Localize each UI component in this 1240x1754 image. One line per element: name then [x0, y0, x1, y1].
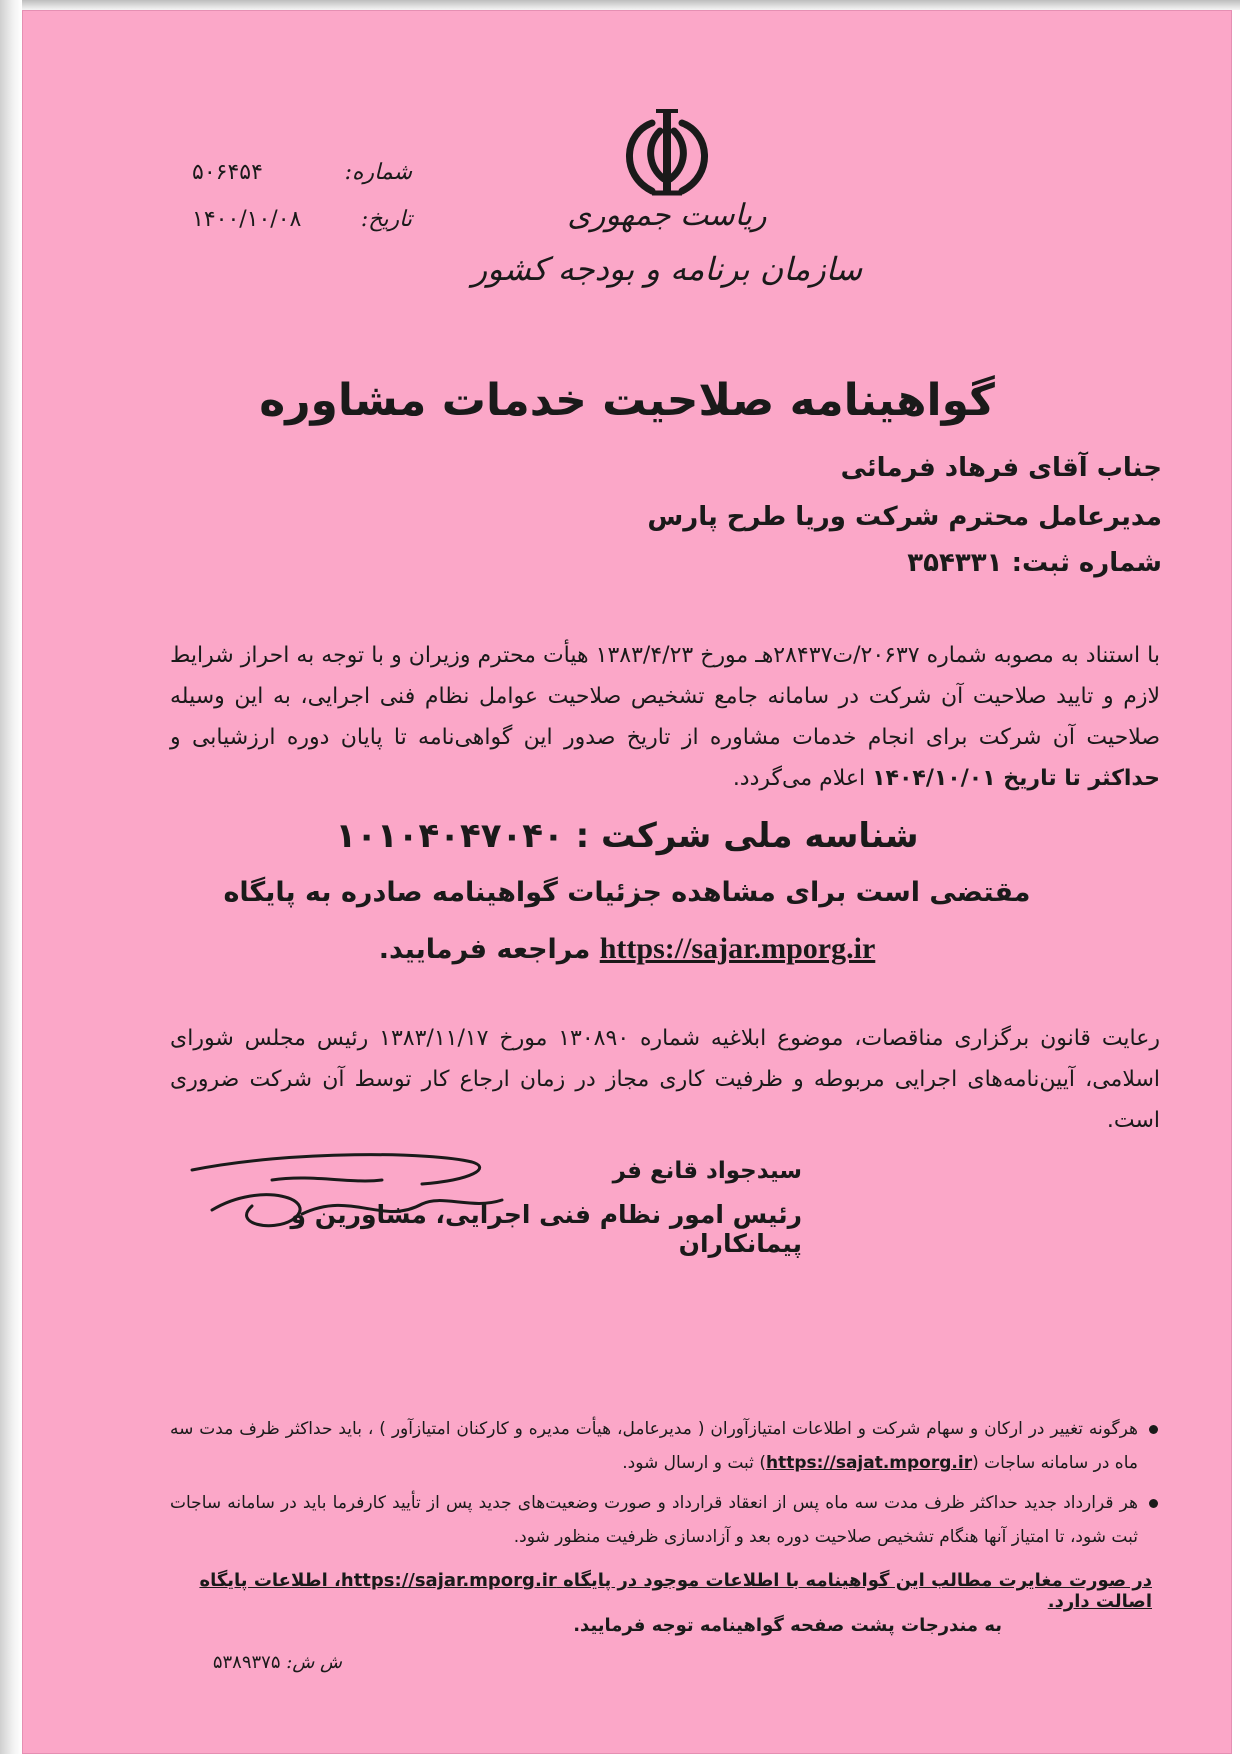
serial-number — [162, 1652, 342, 1673]
back-page-notice: به مندرجات پشت صفحه گواهینامه توجه فرمایید. — [573, 1615, 1002, 1636]
certificate-page — [22, 10, 1232, 1754]
iran-emblem-icon — [612, 105, 722, 205]
letter-number-value: ۵۰۶۴۵۴ — [192, 160, 263, 185]
scan-left-edge — [0, 0, 22, 1754]
registration-number: شماره ثبت: ۳۵۴۳۳۱ — [907, 548, 1162, 578]
portal-notice-end: مراجعه فرمایید. — [378, 934, 591, 965]
org-presidency: ریاست جمهوری — [567, 198, 767, 233]
portal-notice-line1: مقتضی است برای مشاهده جزئیات گواهینامه صادره به پایگاه — [223, 877, 1031, 908]
list-item: هر قرارداد جدید حداکثر ظرف مدت سه ماه پس از انعقاد قرارداد و صورت وضعیت‌های جدید پس از تأیید کارفرما باید در سامانه ساجات ثبت شود، تا امتیاز آنها هنگام تشخیص صلاحیت دوره بعد و آزادسازی ظرفیت منظور شود. — [170, 1486, 1160, 1554]
serial-label: ش ش: — [286, 1652, 342, 1673]
recipient-name: جناب آقای فرهاد فرمائی — [840, 453, 1162, 483]
letter-date — [192, 207, 412, 243]
letter-number — [192, 160, 412, 196]
sajar-portal-link[interactable]: https://sajar.mporg.ir — [599, 932, 876, 965]
portal-notice-line2 — [102, 932, 1152, 966]
body-main-text: با استناد به مصوبه شماره ۲۰۶۳۷/ت۲۸۴۳۷هـ مورخ ۱۳۸۳/۴/۲۳ هیأت محترم وزیران و با توجه به احراز شرایط لازم و تایید صلاحیت آن شرکت در سامانه جامع تشخیص صلاحیت عوامل نظام فنی اجرایی، به این وسیله صلاحیت آن شرکت برای انجام خدمات مشاوره از تاریخ صدور این گواهی‌نامه تا پایان دوره ارزشیابی و — [170, 643, 1160, 750]
bullet-icon — [1149, 1499, 1158, 1508]
scan-top-edge — [0, 0, 1240, 10]
notes-list — [170, 1412, 1160, 1554]
compliance-text: رعایت قانون برگزاری مناقصات، موضوع ابلاغیه شماره ۱۳۰۸۹۰ مورخ ۱۳۸۳/۱۱/۱۷ رئیس مجلس شورای اسلامی، آیین‌نامه‌های اجرایی مربوطه و ظرفیت کاری مجاز در زمان ارجاع کار توسط آن شرکت ضروری است. — [170, 1026, 1161, 1133]
signer-name: سیدجواد قانع فر — [612, 1158, 802, 1184]
national-id: شناسه ملی شرکت : ۱۰۱۰۴۰۴۷۰۴۰ — [335, 816, 919, 856]
letter-number-label: شماره: — [344, 160, 412, 185]
body-end-text: اعلام می‌گردد. — [732, 766, 866, 791]
discrepancy-notice: در صورت مغایرت مطالب این گواهینامه با اطلاعات موجود در پایگاه https://sajar.mporg.ir، اطلاعات پایگاه اصالت دارد. — [199, 1570, 1152, 1612]
serial-value: ۵۳۸۹۳۷۵ — [212, 1652, 281, 1673]
org-plan-budget: سازمان برنامه و بودجه کشور — [471, 250, 863, 288]
bullet-icon — [1149, 1425, 1158, 1434]
validity-date: حداکثر تا تاریخ ۱۴۰۴/۱۰/۰۱ — [872, 766, 1160, 791]
letter-date-label: تاریخ: — [360, 207, 412, 232]
list-item: هرگونه تغییر در ارکان و سهام شرکت و اطلاعات امتیازآوران ( مدیرعامل، هیأت مدیره و کارکنان امتیازآور ) ، باید حداکثر ظرف مدت سه ماه در سامانه ساجات (https://sajat.mporg.ir) ثبت و ارسال شود. — [170, 1412, 1160, 1480]
sajat-portal-link[interactable]: https://sajat.mporg.ir — [765, 1453, 973, 1473]
signer-title: رئیس امور نظام فنی اجرایی، مشاورین و پیمانکاران — [290, 1200, 802, 1258]
certificate-title: گواهینامه صلاحیت خدمات مشاوره — [259, 375, 995, 426]
certificate-body — [170, 635, 1160, 799]
recipient-position: مدیرعامل محترم شرکت وریا طرح پارس — [647, 502, 1162, 532]
letter-date-value: ۱۴۰۰/۱۰/۰۸ — [192, 207, 302, 232]
